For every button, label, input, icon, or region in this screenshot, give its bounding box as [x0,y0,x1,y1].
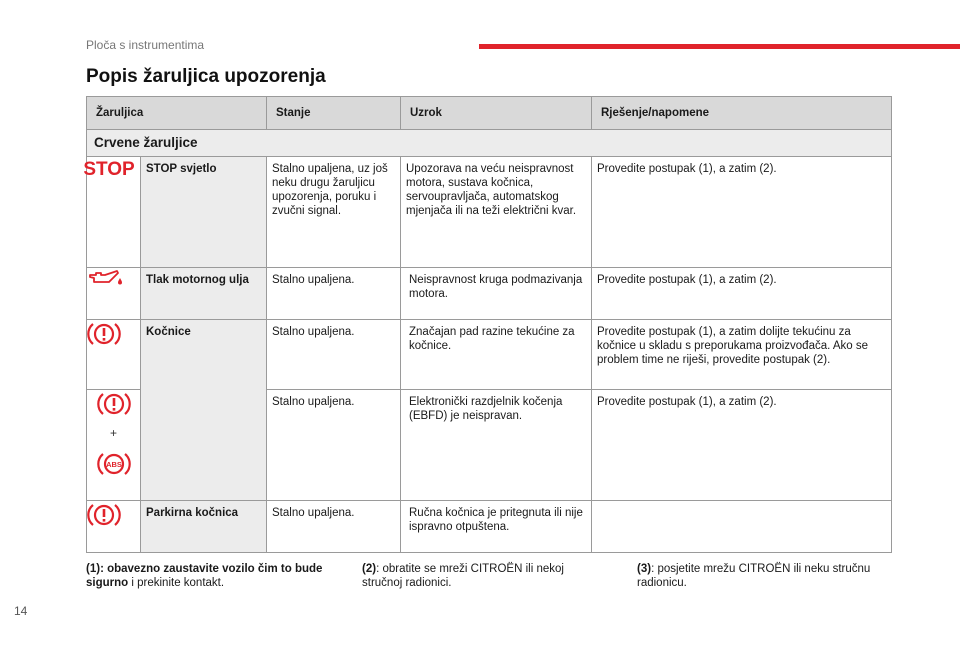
abs-icon-text: ABS [105,460,122,469]
brake-warning-icon [97,390,131,418]
stanje-cell: Stalno upaljena. [267,268,401,320]
brake-warning-icon [87,320,121,348]
stanje-cell: Stalno upaljena. [267,501,401,553]
table-row [87,268,892,320]
icon-cell [87,501,141,553]
column-header-rjesenje: Rješenje/napomene [592,97,892,130]
oil-can-icon [87,268,125,288]
footnote-1-marker: (1) [86,563,101,575]
icon-cell [87,268,141,320]
stop-icon [83,157,135,180]
group-row [87,130,892,157]
rjesenje-cell [592,501,892,553]
warning-lights-table [83,96,892,553]
rjesenje-cell: Provedite postupak (1), a zatim (2). [592,390,892,501]
icon-cell [87,390,141,501]
table-row [87,501,892,553]
footnote-3 [637,562,887,590]
page-number: 14 [14,604,28,618]
footnote-1-text: i prekinite kontakt. [128,577,225,589]
group-title: Crvene žaruljice [87,130,892,157]
footnote-2 [362,562,602,590]
column-header-stanje: Stanje [267,97,401,130]
header-accent-bar [479,44,960,49]
footnote-2-text: : obratite se mreži CITROËN ili nekoj stručnoj radionici. [362,563,564,589]
footnote-1 [86,562,351,590]
stanje-cell: Stalno upaljena. [267,320,401,390]
icon-cell [83,157,141,268]
uzrok-cell: Upozorava na veću neispravnost motora, sustava kočnica, servoupravljača, automatskog mjenjača ili na teži električni kvar. [401,157,592,268]
brake-and-abs-icon [87,390,140,478]
column-header-uzrok: Uzrok [401,97,592,130]
icon-cell [87,320,141,390]
section-label: Ploča s instrumentima [86,38,205,52]
parking-brake-icon [87,501,121,529]
table-row [87,320,892,390]
stanje-cell: Stalno upaljena. [267,390,401,501]
rjesenje-cell: Provedite postupak (1), a zatim dolijte tekućinu za kočnice u skladu s preporukama proizvođača. Ako se problem time ne riješi, provedite postupak (2). [592,320,892,390]
light-name: Tlak motornog ulja [141,268,267,320]
footnote-3-text: : posjetite mrežu CITROËN ili neku stručnu radionicu. [637,563,871,589]
abs-icon [97,450,131,478]
stanje-cell: Stalno upaljena, uz još neku drugu žaruljicu upozorenja, poruku i zvučni signal. [267,157,401,268]
footnote-3-marker: (3) [637,563,652,575]
uzrok-cell: Elektronički razdjelnik kočenja (EBFD) je neispravan. [401,390,592,501]
stop-icon-text: STOP [83,159,135,180]
page-title: Popis žaruljica upozorenja [86,66,326,87]
table-header-row [87,97,892,130]
uzrok-cell: Ručna kočnica je pritegnuta ili nije ispravno otpuštena. [401,501,592,553]
uzrok-cell: Neispravnost kruga podmazivanja motora. [401,268,592,320]
uzrok-cell: Značajan pad razine tekućine za kočnice. [401,320,592,390]
plus-sign: + [109,426,117,440]
footnote-2-marker: (2) [362,563,377,575]
rjesenje-cell: Provedite postupak (1), a zatim (2). [592,157,892,268]
light-name: STOP svjetlo [141,157,267,268]
column-header-zaruljica: Žaruljica [87,97,267,130]
rjesenje-cell: Provedite postupak (1), a zatim (2). [592,268,892,320]
footnote-1-bold: : obavezno zaustavite vozilo čim to bude sigurno [86,563,323,589]
table-row [87,157,892,268]
light-name: Parkirna kočnica [141,501,267,553]
light-name: Kočnice [141,320,267,501]
